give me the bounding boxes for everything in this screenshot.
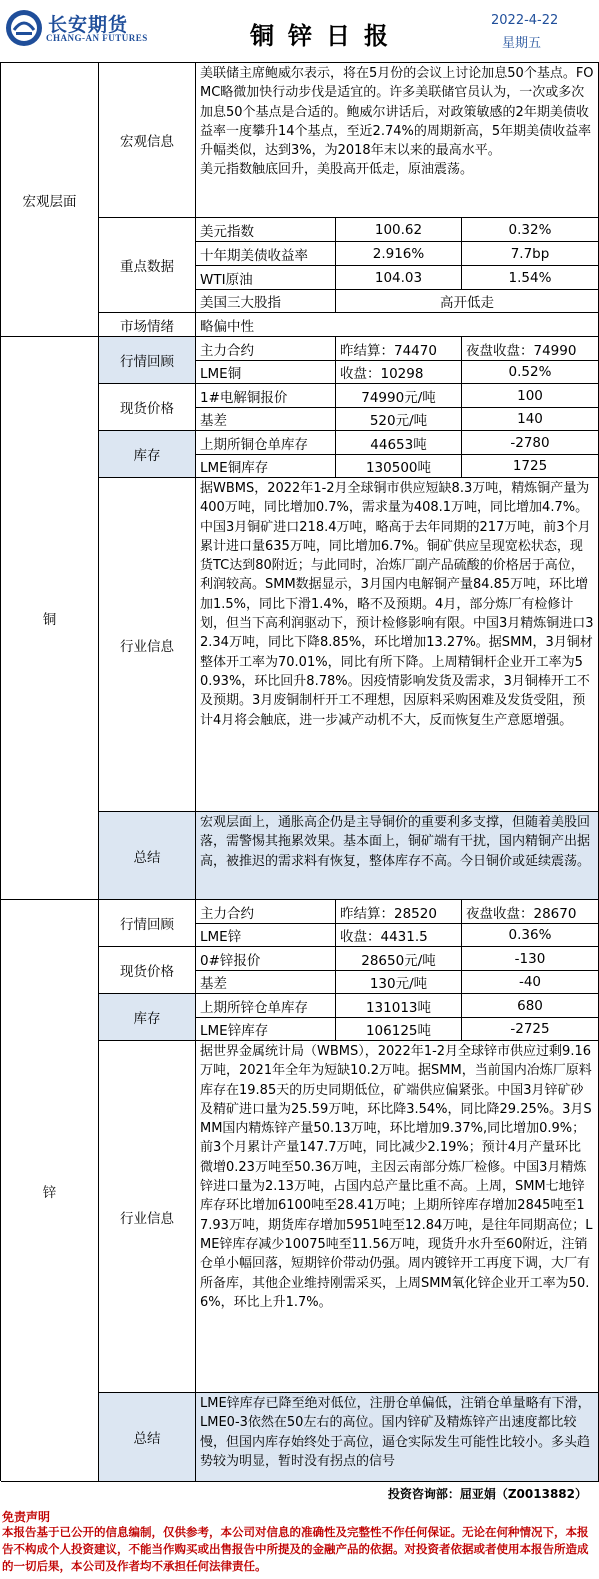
- row-label-copper-stock: 库存: [99, 431, 196, 478]
- zinc-stock-value: 131013吨: [336, 994, 462, 1018]
- copper-stock-change: 1725: [462, 455, 599, 478]
- company-logo-icon: [4, 8, 44, 48]
- zinc-stock-change: 680: [462, 994, 599, 1018]
- zinc-summary-text: LME锌库存已降至绝对低位，注册仓单偏低，注销仓单量略有下滑，LME0-3依然在50左右的高位。国内锌矿及精炼锌产出速度都比较慢，但国内库存始终处于高位，逼仓实际发生可能性比较小。多头趋势较为明显，暂时没有拐点的信号: [196, 1393, 599, 1482]
- macro-info-text: [196, 63, 599, 218]
- zinc-quote-change: 0.36%: [462, 924, 599, 947]
- key-data-name: 十年期美债收益率: [196, 242, 336, 266]
- copper-quote-name: 主力合约: [196, 337, 336, 361]
- copper-stock-name: LME铜库存: [196, 455, 336, 478]
- row-label-zinc-quote: 行情回顾: [99, 900, 196, 947]
- copper-stock-change: -2780: [462, 431, 599, 455]
- zinc-quote-name: LME锌: [196, 924, 336, 947]
- copper-basis-name: 基差: [196, 408, 336, 431]
- key-data-name: 美元指数: [196, 218, 336, 242]
- row-label-zinc-industry: 行业信息: [99, 1041, 196, 1393]
- report-header: [0, 0, 599, 60]
- row-label-macro-info: 宏观信息: [99, 63, 196, 218]
- zinc-quote-value: 收盘：4431.5: [336, 924, 462, 947]
- copper-basis-change: 140: [462, 408, 599, 431]
- row-label-copper-spot: 现货价格: [99, 384, 196, 431]
- zinc-industry-text: 据世界金属统计局（WBMS），2022年1-2月全球锌市供应过剩9.16万吨，2021年全年为短缺10.2万吨。据SMM，当前国内冶炼厂原料库存在19.85天的历史同期低位，矿端供应偏紧张。中国3月锌矿砂及精矿进口量为25.59万吨，环比降3.54%，同比降29.25%。3月SMM国内精炼锌产量50.13万吨，环比增加9.37%,同比增加0.9%；前3个月累计产量147.7万吨，同比减少2.19%；预计4月产量环比微增0.23万吨至50.36万吨，主因云南部分炼厂检修。中国3月精炼锌进口量为2.13万吨，占国内总产量比重不高。上周，SMM七地锌库存环比增加6100吨至28.41万吨；上期所锌库存增加2845吨至17.93万吨，期货库存增加5951吨至12.84万吨，是往年同期高位；LME锌库存减少10075吨至11.56万吨，现货升水升至60附近，注销仓单小幅回落，短期锌价带动仍强。周内镀锌开工再度下调，大厂有所备库，其他企业维持刚需采买，上周SMM氧化锌企业开工率为50.6%，环比上升1.7%。: [196, 1041, 599, 1393]
- report-title: 铜锌日报: [250, 22, 402, 50]
- stock-index-value: 高开低走: [336, 290, 599, 313]
- copper-spot-change: 100: [462, 384, 599, 408]
- key-data-change: 7.7bp: [462, 242, 599, 266]
- macro-info-paragraph: 美联储主席鲍威尔表示，将在5月份的会议上讨论加息50个基点。FOMC略微加快行动步伐是适宜的。许多美联储官员认为，一次或多次加息50个基点是合适的。鲍威尔讲话后，对政策敏感的2年期美债收益率一度攀升14个基点，至近2.74%的周期新高，5年期美债收益率升幅类似，达到3%，为2018年末以来的最高水平。: [200, 66, 594, 159]
- copper-quote-change: 夜盘收盘：74990: [462, 337, 599, 361]
- zinc-stock-name: 上期所锌仓单库存: [196, 994, 336, 1018]
- report-date: 2022-4-22: [491, 13, 559, 28]
- copper-summary-text: 宏观层面上，通胀高企仍是主导铜价的重要利多支撑，但随着美股回落，需警惕其拖累效果。基本面上，铜矿端有干扰，国内精铜产出据高，被推迟的需求料有恢复，整体库存不高。今日铜价或延续震荡。: [196, 812, 599, 900]
- zinc-basis-name: 基差: [196, 971, 336, 994]
- sentiment-value: 略偏中性: [196, 313, 599, 337]
- copper-stock-value: 44653吨: [336, 431, 462, 455]
- zinc-stock-value: 106125吨: [336, 1018, 462, 1041]
- row-label-zinc-summary: 总结: [99, 1393, 196, 1482]
- row-label-zinc-spot: 现货价格: [99, 947, 196, 994]
- key-data-name: WTI原油: [196, 266, 336, 290]
- copper-quote-value: 昨结算：74470: [336, 337, 462, 361]
- report-weekday: 星期五: [502, 36, 542, 51]
- copper-stock-name: 上期所铜仓单库存: [196, 431, 336, 455]
- copper-quote-change: 0.52%: [462, 361, 599, 384]
- zinc-stock-name: LME锌库存: [196, 1018, 336, 1041]
- disclaimer-text: 本报告基于已公开的信息编制，仅供参考，本公司对信息的准确性及完整性不作任何保证。无论在何种情况下，本报告不构成个人投资建议，不能当作购买或出售报告中所提及的金融产品的依据。对投资者依据或者使用本报告所造成的一切后果，本公司及作者均不承担任何法律责任。: [2, 1525, 589, 1573]
- key-data-value: 2.916%: [336, 242, 462, 266]
- zinc-spot-change: -130: [462, 947, 599, 971]
- macro-info-paragraph-2: 美元指数触底回升，美股高开低走，原油震荡。: [200, 162, 474, 178]
- row-label-copper-industry: 行业信息: [99, 478, 196, 812]
- zinc-spot-value: 28650元/吨: [336, 947, 462, 971]
- copper-quote-name: LME铜: [196, 361, 336, 384]
- copper-stock-value: 130500吨: [336, 455, 462, 478]
- section-label-zinc: 锌: [1, 900, 99, 1482]
- row-label-copper-summary: 总结: [99, 812, 196, 900]
- copper-quote-value: 收盘：10298: [336, 361, 462, 384]
- section-label-copper: 铜: [1, 337, 99, 900]
- brand-name-en: CHANG-AN FUTURES: [46, 33, 148, 43]
- analyst-signature-bar: [0, 1482, 599, 1506]
- row-label-sentiment: 市场情绪: [99, 313, 196, 337]
- row-label-zinc-stock: 库存: [99, 994, 196, 1041]
- zinc-stock-change: -2725: [462, 1018, 599, 1041]
- row-label-copper-quote: 行情回顾: [99, 337, 196, 384]
- copper-spot-name: 1#电解铜报价: [196, 384, 336, 408]
- copper-industry-text: 据WBMS，2022年1-2月全球铜市供应短缺8.3万吨，精炼铜产量为400万吨，同比增加0.7%，需求量为408.1万吨，同比增加4.7%。中国3月铜矿进口218.4万吨，略高于去年同期的217万吨，前3个月累计进口量635万吨，同比增加6.7%。铜矿供应呈现宽松状态，现货TC达到80附近；与此同时，冶炼厂副产品硫酸的价格居于高位，利润较高。SMM数据显示，3月国内电解铜产量84.85万吨，环比增加1.5%，同比下滑1.4%，略不及预期。4月，部分炼厂有检修计划，但当下高利润驱动下，预计检修影响有限。中国3月精炼铜进口32.34万吨，同比下降8.85%，环比增加13.27%。据SMM，3月铜材整体开工率为70.01%，同比有所下降。上周精铜杆企业开工率为50.93%，环比回升8.78%。因疫情影响发货及需求，3月铜棒开工不及预期。3月废铜制杆开工不理想，因原料采购困难及发货受阻，预计4月将会触底，进一步减产动机不大，反而恢复生产意愿增强。: [196, 478, 599, 812]
- analyst-signature: 投资咨询部：屈亚娟（Z0013882）: [387, 1487, 587, 1501]
- key-data-change: 1.54%: [462, 266, 599, 290]
- zinc-quote-name: 主力合约: [196, 900, 336, 924]
- zinc-spot-name: 0#锌报价: [196, 947, 336, 971]
- key-data-change: 0.32%: [462, 218, 599, 242]
- zinc-basis-value: 130元/吨: [336, 971, 462, 994]
- zinc-quote-value: 昨结算：28520: [336, 900, 462, 924]
- section-label-macro: 宏观层面: [1, 63, 99, 337]
- key-data-value: 100.62: [336, 218, 462, 242]
- stock-index-name: 美国三大股指: [196, 290, 336, 313]
- disclaimer-title: 免责声明: [2, 1510, 51, 1524]
- copper-spot-value: 74990元/吨: [336, 384, 462, 408]
- brand-name-cn: 长安期货: [48, 14, 129, 36]
- key-data-value: 104.03: [336, 266, 462, 290]
- zinc-basis-change: -40: [462, 971, 599, 994]
- row-label-key-data: 重点数据: [99, 218, 196, 313]
- report-table: [0, 62, 599, 1481]
- copper-basis-value: 520元/吨: [336, 408, 462, 431]
- zinc-quote-change: 夜盘收盘：28670: [462, 900, 599, 924]
